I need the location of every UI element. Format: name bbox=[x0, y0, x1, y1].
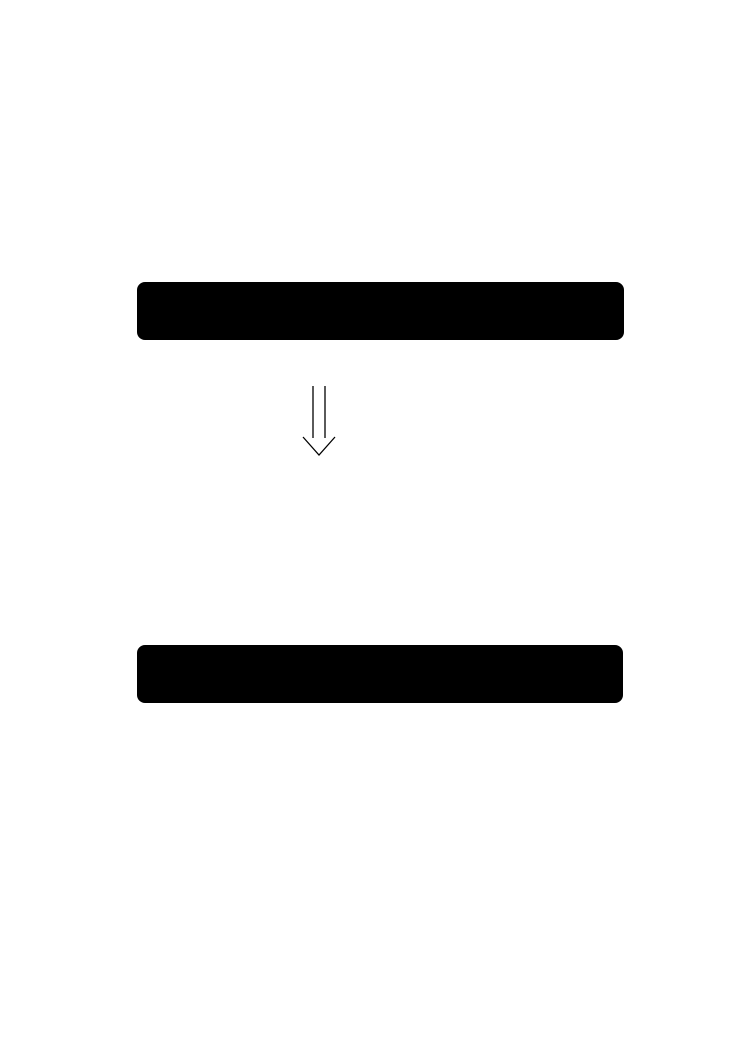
clay-surface-bottom bbox=[137, 645, 623, 703]
clay-surface-top bbox=[137, 282, 624, 340]
orientation-double-arrow bbox=[303, 386, 335, 455]
